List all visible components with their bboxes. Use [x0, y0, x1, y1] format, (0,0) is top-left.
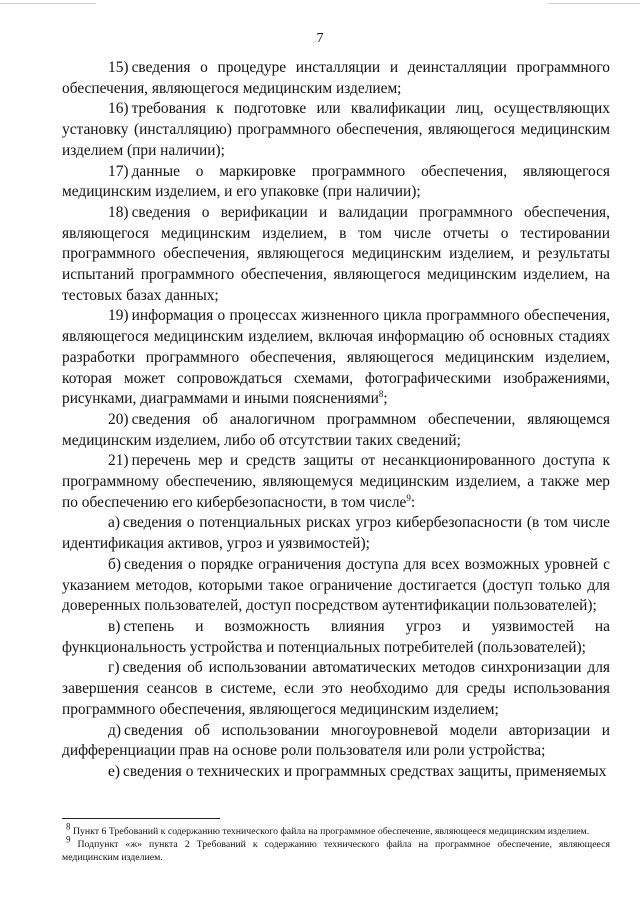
- footnote-mark-9: 9: [66, 834, 71, 845]
- list-item-21-text: 21) перечень мер и средств защиты от несанкционированного доступа к программному обеспечению, являющемуся медицинским изделием, а также мер по обеспечению его кибербезопасности, в том числе: [62, 452, 610, 511]
- footnote-9: [62, 834, 610, 864]
- sub-item-g: г) сведения об использовании автоматических методов синхронизации для завершения сеансов в системе, если это необходимо для среды использования программного обеспечения, являющегося медицинским изделием;: [62, 659, 610, 718]
- sub-item-b: б) сведения о порядке ограничения доступа для всех возможных уровней с указанием методов, которыми такое ограничение достигается (доступ только для доверенных пользователей, доступ посредством аутентификации пользователей);: [62, 555, 610, 615]
- footnote-9-text: Подпункт «ж» пункта 2 Требований к содержанию технического файла на программное обеспечение, являющееся медицинским изделием.: [62, 839, 610, 864]
- list-item-21: [62, 451, 610, 513]
- footnote-ref-8: 8: [378, 389, 384, 400]
- sub-item-d: д) сведения об использовании многоуровневой модели авторизации и дифференциации прав на основе роли пользователя или роли устройства;: [62, 721, 610, 760]
- list-item-18: 18) сведения о верификации и валидации программного обеспечения, являющегося медицинским изделием, в том числе отчеты о тестировании программного обеспечения, являющегося медицинским изделием, и результаты испытаний программного обеспечения, являющегося медицинским изделием, на тестовых базах данных;: [62, 203, 610, 304]
- sub-item-a: а) сведения о потенциальных рисках угроз кибербезопасности (в том числе идентификация активов, угроз и уязвимостей);: [62, 514, 610, 553]
- page-number: 7: [316, 31, 324, 46]
- list-item-21-end: :: [410, 493, 416, 511]
- list-item-16: 16) требования к подготовке или квалификации лиц, осуществляющих установку (инсталляцию) программного обеспечения, являющегося медицинским изделием (при наличии);: [62, 100, 610, 159]
- list-item-19-end: ;: [383, 390, 388, 408]
- footnotes: [62, 821, 610, 865]
- sub-item-e: е) сведения о технических и программных средствах защиты, применяемых: [108, 762, 607, 780]
- document-body: [62, 58, 610, 783]
- list-item-20: 20) сведения об аналогичном программном обеспечении, являющемся медицинским изделием, либо об отсутствии таких сведений;: [62, 410, 610, 449]
- footnote-8-text: Пункт 6 Требований к содержанию технического файла на программное обеспечение, являющееся медицинским изделием.: [70, 826, 590, 837]
- footnote-separator: [62, 818, 220, 819]
- list-item-19-text: 19) информация о процессах жизненного цикла программного обеспечения, являющегося медицинским изделием, включая информацию об основных стадиях разработки программного обеспечения, являющегося медицинским изделием, которая может сопровождаться схемами, фотографическими изображениями, рисунками, диаграммами и иными пояснениями: [62, 307, 610, 408]
- top-edge-line-left: [0, 3, 96, 4]
- footnote-ref-9: 9: [406, 492, 411, 503]
- list-item-19: [62, 306, 610, 410]
- list-item-15: 15) сведения о процедуре инсталляции и деинсталляции программного обеспечения, являющегося медицинским изделием;: [62, 59, 610, 97]
- footnote-8: [62, 821, 610, 838]
- footnote-mark-8: 8: [66, 821, 71, 832]
- top-edge-line-right: [548, 3, 640, 4]
- list-item-17: 17) данные о маркировке программного обеспечения, являющегося медицинским изделием, и его упаковке (при наличии);: [62, 162, 610, 201]
- sub-item-v: в) степень и возможность влияния угроз и уязвимостей на функциональность устройства и потенциальных потребителей (пользователей);: [62, 617, 610, 656]
